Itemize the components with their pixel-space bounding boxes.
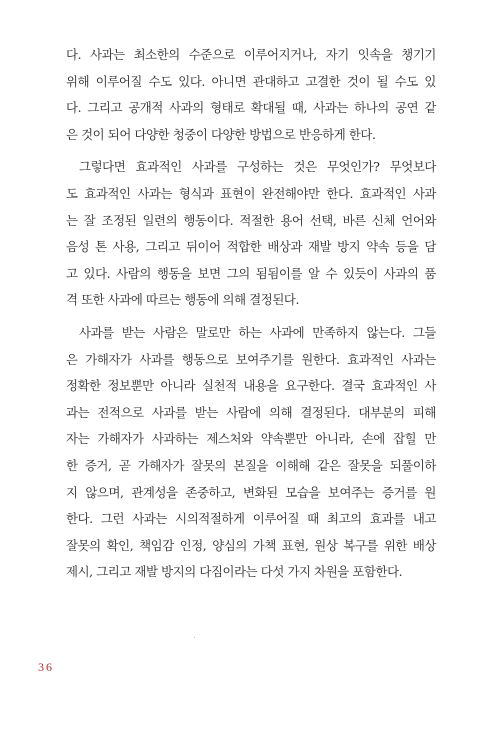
paper-speck <box>194 637 195 638</box>
text-line: 은 가해자가 사과를 행동으로 보여주기를 원한다. 효과적인 사과는 <box>66 351 436 367</box>
text-line: 는 잘 조정된 일련의 행동이다. 적절한 용어 선택, 바른 신체 언어와 <box>66 212 436 228</box>
text-line: 한 증거, 곧 가해자가 잘못의 본질을 이해해 같은 잘못을 되풀이하 <box>66 457 436 473</box>
page-number: 36 <box>38 660 54 674</box>
text-line: 지 않으며, 관계성을 존중하고, 변화된 모습을 보여주는 증거를 원 <box>66 484 436 500</box>
paragraph-1 <box>66 42 436 148</box>
text-line: 한다. 그런 사과는 시의적절하게 이루어질 때 최고의 효과를 내고 <box>66 511 436 527</box>
text-line: 제시, 그리고 재발 방지의 다짐이라는 다섯 가지 차원을 포함한다. <box>66 564 403 580</box>
body-text <box>66 42 436 586</box>
text-line: 과는 전적으로 사과를 받는 사람에 의해 결정된다. 대부분의 피해 <box>66 404 436 420</box>
paragraph-3 <box>66 320 436 586</box>
text-line: 고 있다. 사람의 행동을 보면 그의 됨됨이를 알 수 있듯이 사과의 품 <box>66 265 436 281</box>
text-line: 음성 톤 사용, 그리고 뒤이어 적합한 배상과 재발 방지 약속 등을 담 <box>66 239 436 255</box>
text-line: 은 것이 되어 다양한 청중이 다양한 방법으로 반응하게 한다. <box>66 126 376 142</box>
text-line: 사과를 받는 사람은 말로만 하는 사과에 만족하지 않는다. 그들 <box>79 324 436 340</box>
text-line: 다. 그리고 공개적 사과의 형태로 확대될 때, 사과는 하나의 공연 같 <box>66 100 436 116</box>
text-line: 정확한 정보뿐만 아니라 실천적 내용을 요구한다. 결국 효과적인 사 <box>66 378 436 394</box>
text-line: 도 효과적인 사과는 형식과 표현이 완전해야만 한다. 효과적인 사과 <box>66 185 436 201</box>
text-line: 다. 사과는 최소한의 수준으로 이루어지거나, 자기 잇속을 챙기기 <box>66 47 436 62</box>
text-line: 격 또한 사과에 따르는 행동에 의해 결정된다. <box>66 292 300 308</box>
text-line: 위해 이루어질 수도 있다. 아니면 관대하고 고결한 것이 될 수도 있 <box>66 73 436 89</box>
text-line: 그렇다면 효과적인 사과를 구성하는 것은 무엇인가? 무엇보다 <box>79 159 436 175</box>
paragraph-2 <box>66 154 436 314</box>
text-line: 자는 가해자가 사과하는 제스처와 약속뿐만 아니라, 손에 잡힐 만 <box>66 431 436 447</box>
text-line: 잘못의 확인, 책임감 인정, 양심의 가책 표현, 원상 복구를 위한 배상 <box>66 537 436 553</box>
